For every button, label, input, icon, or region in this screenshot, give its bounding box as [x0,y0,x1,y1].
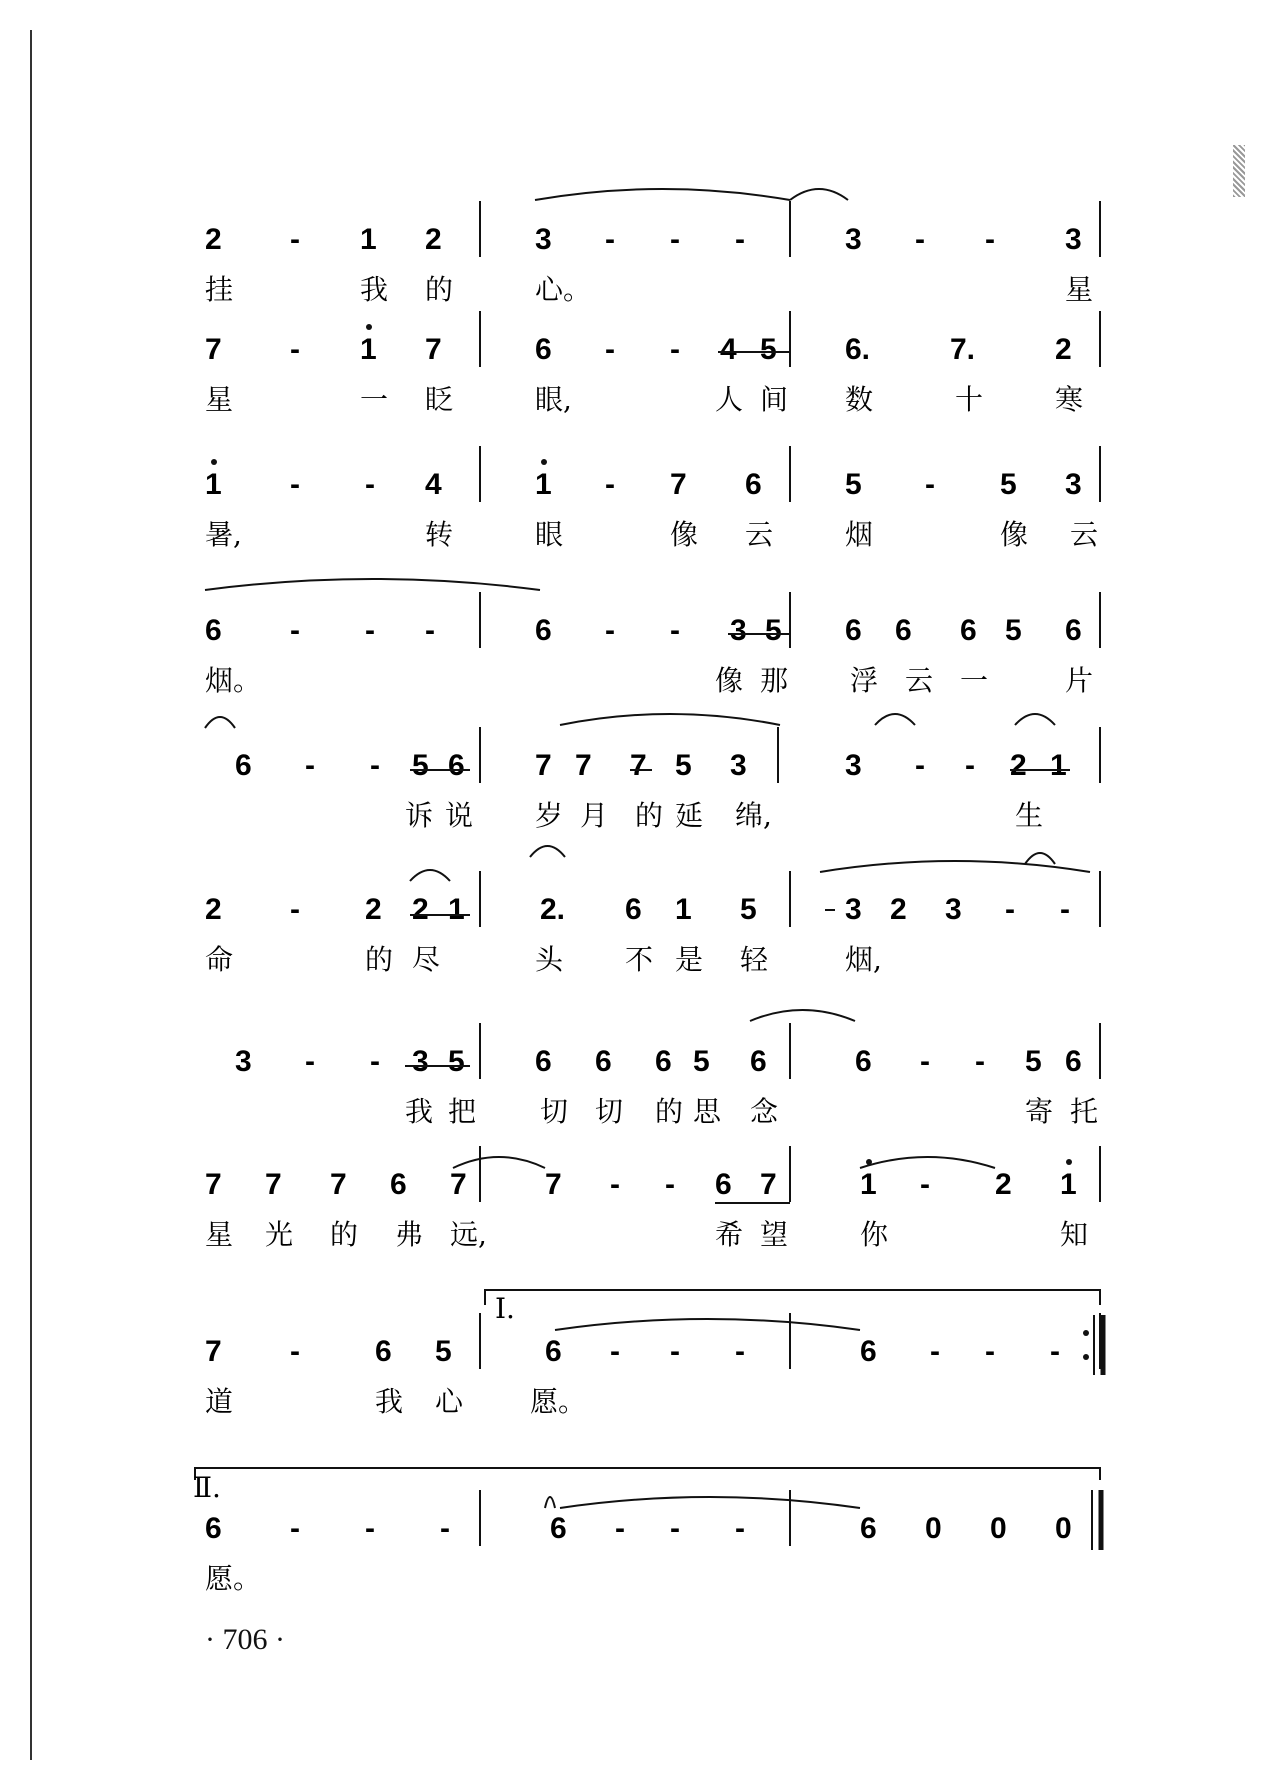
lyric: 希 [715,1218,744,1251]
volta-bracket-second [195,1468,1100,1480]
note: 6 [235,749,252,782]
slur [555,1319,860,1330]
slur [790,189,848,200]
lyric: 云 [1070,518,1099,551]
high-octave-dot [366,324,372,330]
note: - [1005,893,1015,926]
slur [1025,853,1055,864]
lyric: 思 [693,1095,722,1128]
lyric: 尽 [412,943,441,976]
note: 2 [890,893,907,926]
note: 7 [450,1168,467,1201]
lyric: 人 [715,383,744,416]
note: 6. [845,333,871,366]
note: - [985,223,995,256]
note: 7 [760,1168,777,1201]
note: 7 [575,749,592,782]
volta-bracket-first [485,1290,1100,1305]
note: - [605,223,615,256]
note: 7. [950,333,976,366]
note: 5 [845,468,862,501]
lyric: 星 [205,1218,234,1251]
note: 7 [425,333,442,366]
note: - [290,614,300,647]
note: - [290,333,300,366]
lyric: 星 [1065,273,1094,306]
note: - [605,614,615,647]
lyric: 念 [750,1095,779,1128]
lyric: 心 [435,1385,464,1418]
note: 7 [630,749,647,782]
note: 3 [535,223,552,256]
note: 2. [540,893,566,926]
note: - [915,749,925,782]
note: 6 [750,1045,767,1078]
lyric: 岁 [535,799,564,832]
note: 6 [625,893,642,926]
note: - [605,333,615,366]
note: 5 [448,1045,465,1078]
high-octave-dot [541,459,547,465]
note: 1 [205,468,222,501]
note: 4 [425,468,442,501]
note: 6 [655,1045,672,1078]
note: - [615,1512,625,1545]
note: 6 [845,614,862,647]
note: 6 [745,468,762,501]
lyric: 不 [625,943,654,976]
note: 2 [412,893,429,926]
note: 5 [1000,468,1017,501]
repeat-dot [1083,1354,1089,1360]
note: 6 [535,1045,552,1078]
slur [530,846,565,857]
note: 6 [375,1335,392,1368]
note: 7 [330,1168,347,1201]
note: - [670,1335,680,1368]
note: - [605,468,615,501]
note: - [610,1168,620,1201]
note: 5 [435,1335,452,1368]
slur [750,1010,855,1021]
note: - [425,614,435,647]
volta-label-first: I. [495,1292,515,1325]
note: - [665,1168,675,1201]
slur [1015,714,1055,725]
note: 7 [205,1168,222,1201]
lyric: 一 [960,664,989,697]
note: 2 [1055,333,1072,366]
note: 5 [693,1045,710,1078]
note: - [985,1335,995,1368]
note: - [670,333,680,366]
lyric: 暑, [205,518,242,551]
lyric: 的 [365,943,394,976]
note: 7 [205,1335,222,1368]
lyric: 我 [360,273,389,306]
slur [205,579,540,590]
note: - [670,614,680,647]
lyric: 的 [635,799,664,832]
note: 5 [675,749,692,782]
note: 3 [845,223,862,256]
note: 6 [1065,1045,1082,1078]
note: 6 [545,1335,562,1368]
lyric: 光 [265,1218,294,1251]
note: 3 [235,1045,252,1078]
note: 7 [670,468,687,501]
note: 6 [860,1335,877,1368]
slur [410,870,450,881]
note: 6 [895,614,912,647]
volta-label-second: Ⅱ. [193,1471,221,1504]
lyric: 间 [760,383,789,416]
note: - [290,1512,300,1545]
note: - [365,1512,375,1545]
lyric: 云 [905,664,934,697]
slur [560,1497,860,1508]
note: - [670,1512,680,1545]
note: 5 [1005,614,1022,647]
high-octave-dot [211,459,217,465]
note: 6 [595,1045,612,1078]
lyric: 眼 [535,518,564,551]
note: 6 [860,1512,877,1545]
lyric: 头 [535,943,564,976]
slur [205,717,235,728]
note: - [305,1045,315,1078]
note: 6 [535,614,552,647]
lyric: 知 [1060,1218,1089,1251]
lyric: 的 [330,1218,359,1251]
lyric: 那 [760,664,789,697]
note: 0 [990,1512,1007,1545]
note: 6 [535,333,552,366]
lyric: 心。 [535,273,592,306]
lyric: 烟。 [205,664,262,697]
note: 3 [845,749,862,782]
lyric: 一 [360,383,389,416]
note: - [735,223,745,256]
lyric: 眨 [425,383,454,416]
lyric: 愿。 [530,1385,587,1418]
note: - [440,1512,450,1545]
lyric: 我 [405,1095,434,1128]
note: - [370,1045,380,1078]
note: - [965,749,975,782]
lyric: 烟 [845,518,874,551]
note: 6 [205,614,222,647]
note: - [925,468,935,501]
note: 2 [1010,749,1027,782]
page-number: · 706 · [205,1623,285,1656]
note: - [305,749,315,782]
slur [875,714,915,725]
lyric: 云 [745,518,774,551]
note: 6 [855,1045,872,1078]
note: - [1060,893,1070,926]
lyric: 我 [375,1385,404,1418]
note: - [735,1512,745,1545]
lyric: 你 [860,1218,889,1251]
note: 3 [412,1045,429,1078]
lyric: 切 [595,1095,624,1128]
note: 1 [360,223,377,256]
note: 5 [412,749,429,782]
note: 5 [1025,1045,1042,1078]
lyric: 道 [205,1385,234,1418]
note: 7 [265,1168,282,1201]
lyric: 月 [580,799,609,832]
lyric: 是 [675,943,704,976]
note: 0 [925,1512,942,1545]
lyric: 远, [450,1218,487,1251]
lyric: 挂 [205,273,234,306]
lyric: 诉 [405,799,434,832]
note: - [915,223,925,256]
note: 3 [845,893,862,926]
lyric: 十 [955,383,984,416]
lyric: 星 [205,383,234,416]
note: 1 [1060,1168,1077,1201]
lyric: 望 [760,1218,789,1251]
note: - [1050,1335,1060,1368]
note: 6 [715,1168,732,1201]
lyric: 切 [540,1095,569,1128]
note: - [670,223,680,256]
note: 5 [760,333,777,366]
lyric: 转 [425,518,454,551]
note: - [365,468,375,501]
repeat-dot [1083,1330,1089,1336]
note: - [290,1335,300,1368]
note: 6 [550,1512,567,1545]
lyric: 眼, [535,383,572,416]
note: 5 [765,614,782,647]
note: 1 [860,1168,877,1201]
lyric: 生 [1015,799,1044,832]
note: 2 [205,893,222,926]
note: - [370,749,380,782]
slur [535,189,790,200]
note: 6 [1065,614,1082,647]
lyric: 数 [845,383,874,416]
note: 3 [730,749,747,782]
lyric: 寒 [1055,383,1084,416]
lyric: 浮 [850,664,879,697]
note: 2 [425,223,442,256]
lyric: 像 [670,518,699,551]
lyric: 托 [1070,1095,1099,1128]
note: - [920,1168,930,1201]
note: 0 [1055,1512,1072,1545]
lyric: 把 [448,1095,477,1128]
note: - [930,1335,940,1368]
note: 3 [1065,223,1082,256]
lyric: 轻 [740,943,769,976]
note: 1 [535,468,552,501]
note: 1 [448,893,465,926]
note: 1 [1050,749,1067,782]
note: 1 [360,333,377,366]
lyric: 烟, [845,943,882,976]
note: - [975,1045,985,1078]
note: 7 [205,333,222,366]
lyric: 片 [1065,664,1094,697]
note: 6 [390,1168,407,1201]
note: - [290,468,300,501]
high-octave-dot [1066,1159,1072,1165]
lyric: 愿。 [205,1562,262,1595]
lyric: 的 [425,273,454,306]
slur [820,861,1090,872]
lyric: 命 [205,943,234,976]
note: 7 [545,1168,562,1201]
note: 6 [960,614,977,647]
slur [453,1157,545,1168]
note: 1 [675,893,692,926]
lyric: 说 [445,799,474,832]
note: 3 [1065,468,1082,501]
note: 2 [995,1168,1012,1201]
note: 7 [535,749,552,782]
slur [545,1497,555,1508]
lyric: 弗 [395,1218,424,1251]
note: - [365,614,375,647]
note: 6 [205,1512,222,1545]
note: - [735,1335,745,1368]
lyric: 像 [715,664,744,697]
note: 5 [740,893,757,926]
note: - [610,1335,620,1368]
note: 6 [448,749,465,782]
slur [560,714,780,725]
lyric: 绵, [735,799,772,832]
lyric: 像 [1000,518,1029,551]
lyric: 延 [675,799,704,832]
note: 3 [730,614,747,647]
note: 2 [205,223,222,256]
lyric: 寄 [1025,1095,1054,1128]
note: 3 [945,893,962,926]
lyric: 的 [655,1095,684,1128]
note: 2 [365,893,382,926]
note: - [920,1045,930,1078]
note: - [290,893,300,926]
slur [860,1157,995,1168]
note: 4 [720,333,737,366]
note: - [290,223,300,256]
